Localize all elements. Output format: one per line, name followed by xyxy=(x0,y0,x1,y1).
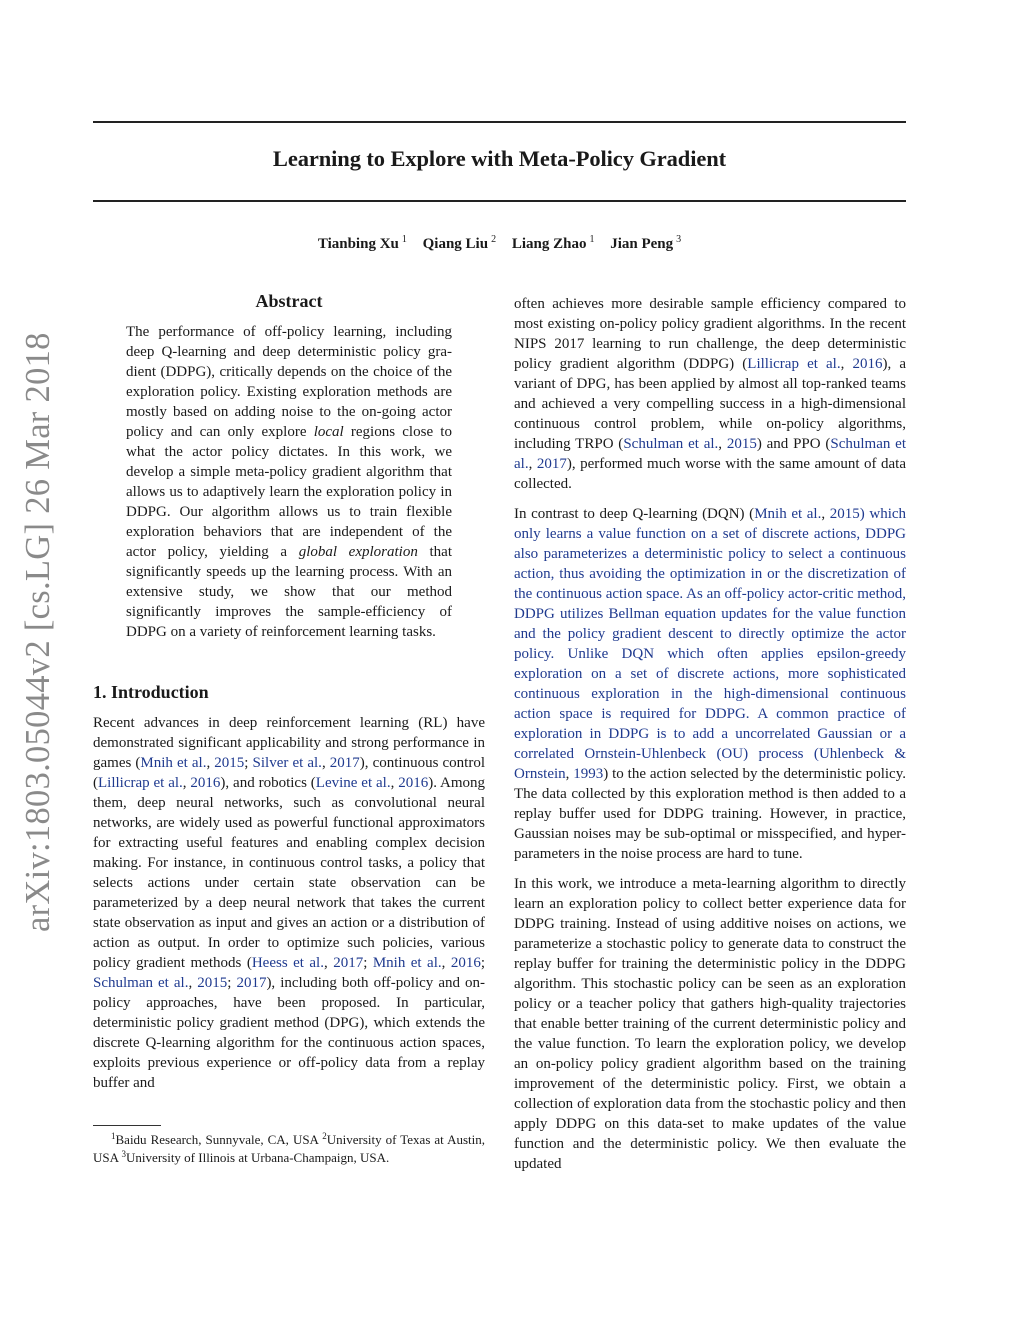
citation-link[interactable]: 2016 xyxy=(852,356,883,372)
paragraph-text: , xyxy=(323,955,334,971)
citation-link[interactable]: Schulman et al. xyxy=(514,436,906,472)
citation-link[interactable]: Schulman et al. xyxy=(93,975,189,991)
citation-link[interactable]: Silver et al. xyxy=(252,755,322,771)
author-name: Jian Peng xyxy=(610,236,674,252)
paragraph-text: In contrast to deep Q-learning (DQN) ( xyxy=(514,506,755,522)
author xyxy=(423,236,496,252)
paragraph-text: , xyxy=(206,755,215,771)
paragraph-text: ; xyxy=(227,975,237,991)
citation-link[interactable]: 1993 xyxy=(573,766,604,782)
paragraph-text: , xyxy=(528,456,537,472)
abstract-segment: The performance of off-policy learning, including deep Q-learning and deep deterministic policy gradient (DDPG), critically depends on the choice of the exploration policy. Existing exploration methods are mostly based on adding noise to the on-going actor policy and can only explore xyxy=(126,324,452,440)
citation-link[interactable]: Schulman et al. xyxy=(623,436,719,452)
paragraph-text: , xyxy=(188,975,198,991)
author-affiliation-mark: 1 xyxy=(401,234,407,245)
citation-link[interactable]: 2016 xyxy=(398,775,429,791)
footnote-mark: 3 xyxy=(121,1149,127,1159)
paragraph-text: , xyxy=(441,955,451,971)
author-affiliation-mark: 3 xyxy=(676,234,682,245)
paragraph-text: ). Among them, deep neural networks, such as convolutional neural networks, are widely used as powerful functional approximators for extracting useful features and enabling complex decision making. For instance, in continuous control tasks, a policy that selects actions under certain state observation can be parameterized by a deep neural network that takes the current state observation as input and gives an action or a distribution of action as output. In order to optimize such policies, various policy gradient methods ( xyxy=(93,775,485,971)
title-rule-bottom xyxy=(93,200,906,202)
paragraph-text: , xyxy=(182,775,191,791)
paragraph-text: ; xyxy=(244,755,253,771)
author-name: Qiang Liu xyxy=(422,236,489,252)
author-affiliation-mark: 1 xyxy=(589,234,595,245)
citation-link[interactable]: ) which only learns a value function on a set of discrete actions, DDPG also parameterizes a deterministic policy to select a continuous action, thus avoiding the optimization in or the discretization of the continuous action space. As an off-policy actor-critic method, DDPG utilizes Bellman equation updates for the value function and the policy gradient descent to directly optimize the actor policy. Unlike DQN which often applies epsilon-greedy exploration on a set of discrete actions, more sophisticated continuous exploration in the high-dimensional continuous action space is required for DDPG. A common practice of exploration in DDPG is to add a uncorrelated Gaussian or a correlated Ornstein-Uhlenbeck (OU) process ( xyxy=(514,506,907,762)
paragraph-text: Recent advances in deep reinforcement learning (RL) have demonstrated significant applicability and strong performance in games ( xyxy=(93,715,485,771)
abstract-text xyxy=(126,322,452,642)
citation-link[interactable]: Lillicrap et al. xyxy=(747,356,841,372)
paragraph-text: , xyxy=(821,506,830,522)
citation-link[interactable]: 2015 xyxy=(214,755,245,771)
arxiv-identifier: arXiv:1803.05044v2 [cs.LG] 26 Mar 2018 xyxy=(19,332,57,932)
left-column xyxy=(93,290,485,1093)
citation-link[interactable]: Lillicrap et al. xyxy=(98,775,183,791)
citation-link[interactable]: 2017 xyxy=(333,955,364,971)
title-rule-top xyxy=(93,121,906,123)
citation-link[interactable]: 2016 xyxy=(450,955,481,971)
affiliations-footnote xyxy=(93,1131,485,1167)
intro-paragraph-2 xyxy=(514,294,906,494)
abstract-heading: Abstract xyxy=(255,291,323,311)
author xyxy=(610,236,681,252)
citation-link[interactable]: Mnih et al. xyxy=(754,506,822,522)
abstract-segment: regions close to what the actor policy dictates. In this work, we develop a simple meta-policy gradient algorithm that allows us to adaptively learn the exploration policy in DDPG. Our algorithm allows us to train flexible exploration behaviors that are independent of the actor policy, yielding a xyxy=(126,424,452,560)
author xyxy=(512,236,595,252)
paragraph-text: ), a variant of DPG, has been applied by almost all top-ranked teams and achieved a very compelling success in a high-dimensional continuous control problem, while on-policy algorithms, including TRPO ( xyxy=(514,356,906,452)
paragraph-text: , xyxy=(718,436,727,452)
intro-paragraph-1 xyxy=(93,713,485,1093)
citation-link[interactable]: Mnih et al. xyxy=(140,755,207,771)
abstract-segment: that significantly speeds up the learning process. With an extensive study, we show that our method significantly improves the sample-efficiency of DDPG on a variety of reinforcement learning tasks. xyxy=(126,544,452,640)
paragraph-text: ; xyxy=(363,955,373,971)
citation-link[interactable]: 2015 xyxy=(726,436,757,452)
intro-paragraph-3 xyxy=(514,504,906,864)
citation-link[interactable]: Mnih et al. xyxy=(372,955,442,971)
footnote-rule xyxy=(93,1125,161,1126)
paragraph-text: often achieves more desirable sample efficiency compared to most existing on-policy policy gradient algorithms. In the recent NIPS 2017 learning to run challenge, the deep deterministic policy gradient algorithm (DDPG) ( xyxy=(514,296,906,372)
paragraph-text: , xyxy=(390,775,399,791)
author-name: Liang Zhao xyxy=(511,236,587,252)
citation-link[interactable]: Levine et al. xyxy=(315,775,391,791)
abstract-emphasis: global exploration xyxy=(298,544,418,560)
paragraph-text: ) to the action selected by the deterministic policy. The data collected by this exploration method is then added to a replay buffer used for DDPG training. However, in practice, Gaussian noises may be sub-optimal or misspecified, and hyper-parameters in the noise process are hard to tune. xyxy=(514,766,906,862)
intro-paragraph-4: In this work, we introduce a meta-learning algorithm to directly learn an exploration policy to collect better experience data for DDPG training. Instead of using additive noises on actions, we parameterize a stochastic policy to generate data to construct the replay buffer for training the deterministic policy in the DDPG algorithm. This stochastic policy can be seen as an exploration policy or a teacher policy that gathers high-quality trajectories that enable better training of the current deterministic policy and the value function. To learn the exploration policy, we develop an on-policy policy gradient algorithm based on the training improvement of the deterministic policy. First, we obtain a collection of exploration data from the stochastic policy and then apply DDPG on this data-set to make updates of the value function and the deterministic policy. We then evaluate the updated xyxy=(514,876,906,1172)
paragraph-text: ), continuous control ( xyxy=(93,755,485,791)
citation-link[interactable]: 2017 xyxy=(536,456,567,472)
citation-link[interactable]: 2015 xyxy=(197,975,228,991)
paragraph-text: , xyxy=(565,766,574,782)
footnote-text: University of Texas at Austin, USA xyxy=(93,1132,485,1165)
paragraph-text: , xyxy=(321,755,330,771)
paragraph-text: ), performed much worse with the same amount of data collected. xyxy=(514,456,907,492)
author-affiliation-mark: 2 xyxy=(491,234,497,245)
author-name: Tianbing Xu xyxy=(317,236,399,252)
paragraph-text: ) and PPO ( xyxy=(756,436,831,452)
footnote-text: Baidu Research, Sunnyvale, CA, USA xyxy=(115,1132,323,1147)
abstract-emphasis: local xyxy=(313,424,344,440)
footnote-text: University of Illinois at Urbana-Champaign, USA. xyxy=(126,1150,390,1165)
citation-link[interactable]: Uhlenbeck & Ornstein xyxy=(514,746,907,782)
paragraph-text: ; xyxy=(480,955,486,971)
author xyxy=(318,236,407,252)
paragraph-text: ), and robotics ( xyxy=(220,775,316,791)
paragraph-text: ), including both off-policy and on-policy approaches, have been proposed. In particular, deterministic policy gradient method (DPG), which extends the discrete Q-learning algorithm for the continuous action spaces, exploits previous experience or off-policy data from a replay buffer and xyxy=(93,975,486,1091)
citation-link[interactable]: Heess et al. xyxy=(251,955,324,971)
paper-title: Learning to Explore with Meta-Policy Gradient xyxy=(272,146,727,171)
paragraph-text: , xyxy=(840,356,853,372)
right-column xyxy=(514,294,906,1174)
footnote-mark: 2 xyxy=(322,1131,327,1141)
footnote-mark: 1 xyxy=(111,1131,116,1141)
citation-link[interactable]: 2016 xyxy=(190,775,221,791)
citation-link[interactable]: 2015 xyxy=(829,506,860,522)
section-heading-introduction: 1. Introduction xyxy=(93,682,209,702)
author-list xyxy=(93,236,906,253)
citation-link[interactable]: 2017 xyxy=(329,755,360,771)
citation-link[interactable]: 2017 xyxy=(236,975,267,991)
